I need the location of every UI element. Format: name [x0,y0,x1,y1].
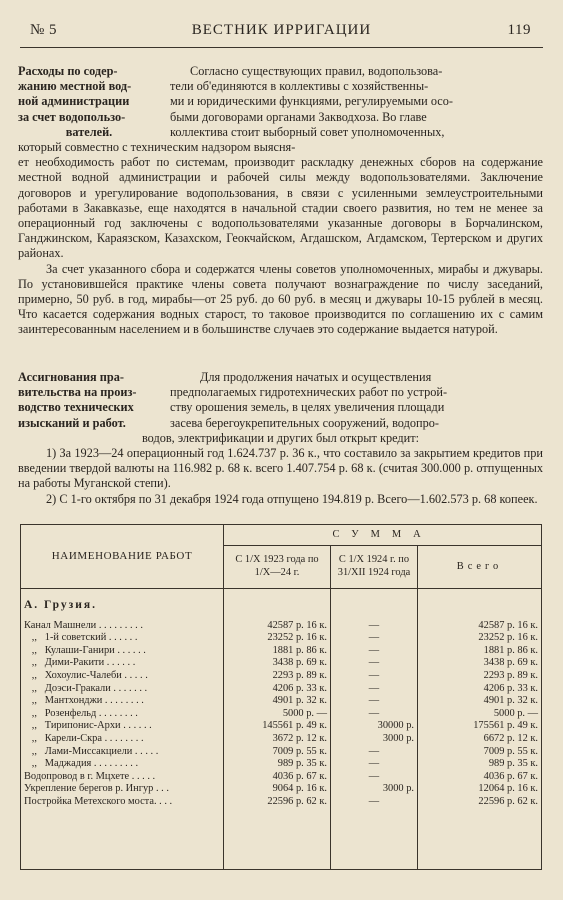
work-name-cell: ,, 1-й советский . . . . . . [21,632,224,645]
work-name-cell: ,, Дими-Ракити . . . . . . [21,657,224,670]
table-row [21,783,542,796]
amount-period-2-cell: — [331,771,418,784]
side-heading-line: изысканий и работ. [18,415,126,430]
work-name-cell: Укрепление берегов р. Ингур . . . [21,783,224,796]
page-number: 119 [507,22,531,38]
col-header-period-1: С 1/X 1923 года по 1/X—24 г. [224,546,331,589]
region-label: А. Грузия. [21,589,224,620]
amount-period-2-cell: — [331,657,418,670]
section-1 [18,64,543,338]
amount-period-2-cell: — [331,670,418,683]
amount-period-1-cell: 5000 р. — [224,708,331,721]
section-2-side-heading [18,370,160,431]
table-row [21,746,542,759]
table-row-blank [21,809,542,870]
work-name-cell: ,, Мантхонджи . . . . . . . . [21,695,224,708]
side-heading-line: Расходы по содер- [18,64,118,78]
table-row [21,645,542,658]
table-row [21,758,542,771]
section-1-paragraph-2: За счет указанного сбора и содержатся члены советов уполномоченных, мирабы и джувары. По установившейся практике члены совета получают вознаграждение по числу заседаний, примерно, 50 руб. в год, мирабы—от 25 руб. до 60 руб. в месяц и джувары 10-15 рублей в месяц. Что касается содержания водных старост, то таковое производится по соглашению их с самим заинтересованным населением и в большинстве случаев это содержание выдается натурой. [18,261,543,337]
table-cell [418,809,542,870]
side-heading-line: вительства на произ- [18,385,137,400]
amount-period-1-cell: 2293 р. 89 к. [224,670,331,683]
col-header-period-2: С 1/X 1924 г. по 31/XII 1924 года [331,546,418,589]
amount-period-2-cell: — [331,645,418,658]
amount-period-1-cell: 22596 р. 62 к. [224,796,331,809]
work-name-cell: ,, Кулаши-Ганири . . . . . . [21,645,224,658]
work-name-cell: Водопровод в г. Мцхете . . . . . [21,771,224,784]
text-line: ми и юридическими функциями, регулируемыми осо- [170,94,453,109]
amount-period-1-cell: 3438 р. 69 к. [224,657,331,670]
table-row [21,670,542,683]
col-header-total: Всего [418,546,542,589]
amount-period-1-cell: 4901 р. 32 к. [224,695,331,708]
amount-period-1-cell: 1881 р. 86 к. [224,645,331,658]
work-name-cell: ,, Карели-Скра . . . . . . . . [21,733,224,746]
table-row [21,796,542,809]
table-row [21,720,542,733]
amount-total-cell: 7009 р. 55 к. [418,746,542,759]
amount-total-cell: 175561 р. 49 к. [418,720,542,733]
work-name-cell: ,, Маджадия . . . . . . . . . [21,758,224,771]
table-cell [331,809,418,870]
works-table-wrapper [20,524,541,850]
amount-period-2-cell: — [331,746,418,759]
amount-period-2-cell: — [331,695,418,708]
amount-total-cell: 42587 р. 16 к. [418,620,542,633]
table-row [21,632,542,645]
region-row [21,589,542,620]
work-name-cell: ,, Тирипонис-Архи . . . . . . [21,720,224,733]
amount-period-1-cell: 23252 р. 16 к. [224,632,331,645]
col-header-name: НАИМЕНОВАНИЕ РАБОТ [21,525,224,589]
amount-period-2-cell: 3000 р. [331,733,418,746]
text-line: ству орошения земель, в целях увеличения площади [170,400,445,415]
side-heading-line: жанию местной вод- [18,79,132,94]
text-line: который совместно с техническим надзором выясня- [18,140,296,155]
table-cell [224,589,331,620]
amount-period-2-cell: — [331,620,418,633]
amount-period-1-cell: 4036 р. 67 к. [224,771,331,784]
text-line: предполагаемых гидротехнических работ по устрой- [170,385,448,400]
text-line: Для продолжения начатых и осуществления [200,370,432,384]
table-row [21,695,542,708]
amount-period-1-cell: 42587 р. 16 к. [224,620,331,633]
col-header-sum: СУММА [224,525,542,546]
amount-total-cell: 6672 р. 12 к. [418,733,542,746]
text-line: быми договорами органами Закводхоза. Во главе [170,109,427,124]
work-name-cell: ,, Розенфельд . . . . . . . . [21,708,224,721]
table-row [21,683,542,696]
amount-total-cell: 2293 р. 89 к. [418,670,542,683]
amount-period-1-cell: 145561 р. 49 к. [224,720,331,733]
credit-item-2: 2) С 1-го октября по 31 декабря 1924 года отпущено 194.819 р. Всего—1.602.573 р. 68 копеек. [46,491,538,506]
table-cell [224,809,331,870]
table-row [21,771,542,784]
work-name-cell: Канал Машнели . . . . . . . . . [21,620,224,633]
amount-total-cell: 989 р. 35 к. [418,758,542,771]
text-line: Согласно существующих правил, водопользова- [190,64,443,78]
section-1-side-heading [18,64,160,140]
table-row [21,620,542,633]
amount-period-1-cell: 989 р. 35 к. [224,758,331,771]
amount-period-1-cell: 3672 р. 12 к. [224,733,331,746]
journal-title: ВЕСТНИК ИРРИГАЦИИ [191,22,372,38]
amount-period-1-cell: 9064 р. 16 к. [224,783,331,796]
table-row [21,708,542,721]
amount-period-2-cell: — [331,796,418,809]
amount-period-2-cell: — [331,683,418,696]
table-row [21,657,542,670]
amount-period-1-cell: 4206 р. 33 к. [224,683,331,696]
table-row [21,733,542,746]
work-name-cell: ,, Доэси-Гракали . . . . . . . [21,683,224,696]
amount-total-cell: 4901 р. 32 к. [418,695,542,708]
amount-period-2-cell: — [331,758,418,771]
amount-total-cell: 22596 р. 62 к. [418,796,542,809]
work-name-cell: ,, Хохоулис-Чалеби . . . . . [21,670,224,683]
side-heading-line: Ассигнования пра- [18,370,124,384]
side-heading-line: вателей. [65,124,113,139]
amount-total-cell: 5000 р. — [418,708,542,721]
side-heading-line: водство технических [18,400,134,415]
amount-period-2-cell: — [331,632,418,645]
work-name-cell: Постройка Метехского моста. . . . [21,796,224,809]
text-line: засева берегоукрепительных сооружений, водопро- [170,415,439,430]
table-cell [21,809,224,870]
side-heading-line: за счет водопользо- [18,109,126,124]
table-cell [331,589,418,620]
side-heading-line: ной администрации [18,94,130,109]
text-line: водов, электрификации и других был открыт кредит: [141,430,420,445]
amount-total-cell: 4206 р. 33 к. [418,683,542,696]
page-header [22,18,541,44]
credit-item-1: 1) За 1923—24 операционный год 1.624.737 р. 36 к., что составило за закрытием кредитов при введении твердой валюты на 116.982 р. 68 к. всего 1.407.754 р. 68 к. (считая 300.000 р. отпущенных на работы Муганской степи). [18,446,543,491]
issue-number: № 5 [30,22,58,38]
amount-total-cell: 23252 р. 16 к. [418,632,542,645]
section-1-paragraph-1: ет необходимость работ по системам, производит раскладку денежных сборов на содержание местной водной администрации и рабочей силы между водопользователями. Заключение договоров и урегулирование водопользования, в связи с усиленными землеустроительными работами в Закавказье, еще находятся в начальной стадии своего развития, но тем не менее за операционный год заключены с водопользователями указанные договоры в Борчалинском, Ганджинском, Караязском, Казахском, Геокчайском, Агдашском, Агдамском, Тертерском и других районах. [18,155,543,261]
amount-total-cell: 12064 р. 16 к. [418,783,542,796]
section-2 [18,370,543,507]
works-table [20,524,542,870]
header-rule [20,47,543,48]
amount-period-2-cell: 3000 р. [331,783,418,796]
amount-period-2-cell: 30000 р. [331,720,418,733]
text-line: тели об'единяются в коллективы с хозяйственны- [170,79,429,94]
amount-period-2-cell: — [331,708,418,721]
table-cell [418,589,542,620]
amount-total-cell: 1881 р. 86 к. [418,645,542,658]
amount-total-cell: 3438 р. 69 к. [418,657,542,670]
amount-total-cell: 4036 р. 67 к. [418,771,542,784]
amount-period-1-cell: 7009 р. 55 к. [224,746,331,759]
text-line: коллектива стоит выборный совет уполномоченных, [170,124,445,139]
work-name-cell: ,, Лами-Миссакциели . . . . . [21,746,224,759]
